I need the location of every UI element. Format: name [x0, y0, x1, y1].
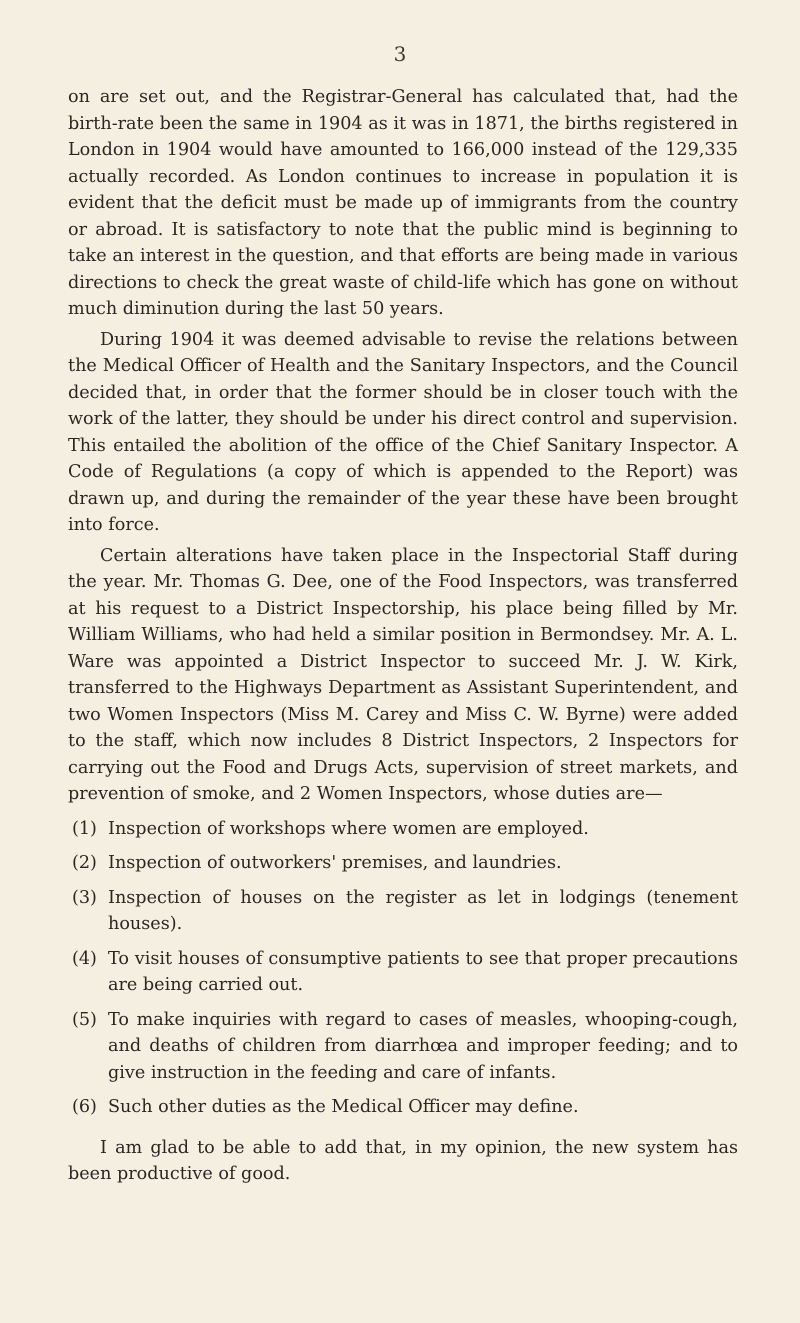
list-item-text: To make inquiries with regard to cases of measles, whooping-cough, and deaths of children from diarrhœa and improper feeding; and to give instruction in the feeding and care of infants. — [108, 1009, 738, 1083]
list-item — [68, 1094, 738, 1121]
list-item-text: Inspection of workshops where women are employed. — [108, 818, 589, 839]
list-item-number: (6) — [72, 1097, 97, 1117]
list-item-number: (5) — [72, 1009, 97, 1030]
list-item-text: Inspection of houses on the register as let in lodgings (tenement houses). — [108, 887, 738, 934]
list-item-text: Such other duties as the Medical Officer may define. — [108, 1097, 579, 1117]
list-item-number: (2) — [72, 853, 97, 873]
list-item — [68, 816, 738, 843]
paragraph-inspector-relations: During 1904 it was deemed advisable to revise the relations between the Medical Officer of Health and the Sanitary Inspectors, and the Council decided that, in order that the former should be in closer touch with the work of the latter, they should be under his direct control and supervision. This entailed the abolition of the office of the Chief Sanitary Inspector. A Code of Regulations (a copy of which is appended to the Report) was drawn up, and during the remainder of the year these have been brought into force. — [68, 329, 738, 535]
list-item — [68, 1007, 738, 1087]
list-item-text: To visit houses of consumptive patients to see that proper precautions are being carried out. — [108, 948, 738, 995]
paragraph-staff-alterations: Certain alterations have taken place in the Inspectorial Staff during the year. Mr. Thomas G. Dee, one of the Food Inspectors, was transferred at his request to a District Inspectorship, his place being filled by Mr. William Williams, who had held a similar position in Bermondsey. Mr. A. L. Ware was appointed a District Inspector to succeed Mr. J. W. Kirk, transferred to the Highways Department as Assistant Superintendent, and two Women Inspectors (Miss M. Carey and Miss C. W. Byrne) were added to the staff, which now includes 8 District Inspectors, 2 Inspectors for carrying out the Food and Drugs Acts, supervision of street markets, and prevention of smoke, and 2 Women Inspectors, whose duties are— — [68, 545, 738, 804]
body-text — [68, 84, 738, 1188]
list-item-number: (1) — [72, 818, 97, 839]
list-item — [68, 946, 738, 999]
list-item-text: Inspection of outworkers' premises, and laundries. — [108, 853, 562, 873]
list-item-number: (3) — [72, 887, 97, 908]
page-number: 3 — [393, 42, 407, 66]
list-item — [68, 885, 738, 938]
paragraph-closing: I am glad to be able to add that, in my opinion, the new system has been productive of good. — [68, 1137, 738, 1184]
paragraph-birth-rate: on are set out, and the Registrar-General has calculated that, had the birth-rate been the same in 1904 as it was in 1871, the births registered in London in 1904 would have amounted to 166,000 instead of the 129,335 actually recorded. As London continues to increase in population it is evident that the deficit must be made up of immigrants from the country or abroad. It is satisfactory to note that the public mind is beginning to take an interest in the question, and that efforts are being made in various directions to check the great waste of child-life which has gone on without much diminution during the last 50 years. — [68, 87, 738, 319]
duties-list — [68, 816, 738, 1121]
list-item-number: (4) — [72, 948, 97, 969]
list-item — [68, 850, 738, 877]
